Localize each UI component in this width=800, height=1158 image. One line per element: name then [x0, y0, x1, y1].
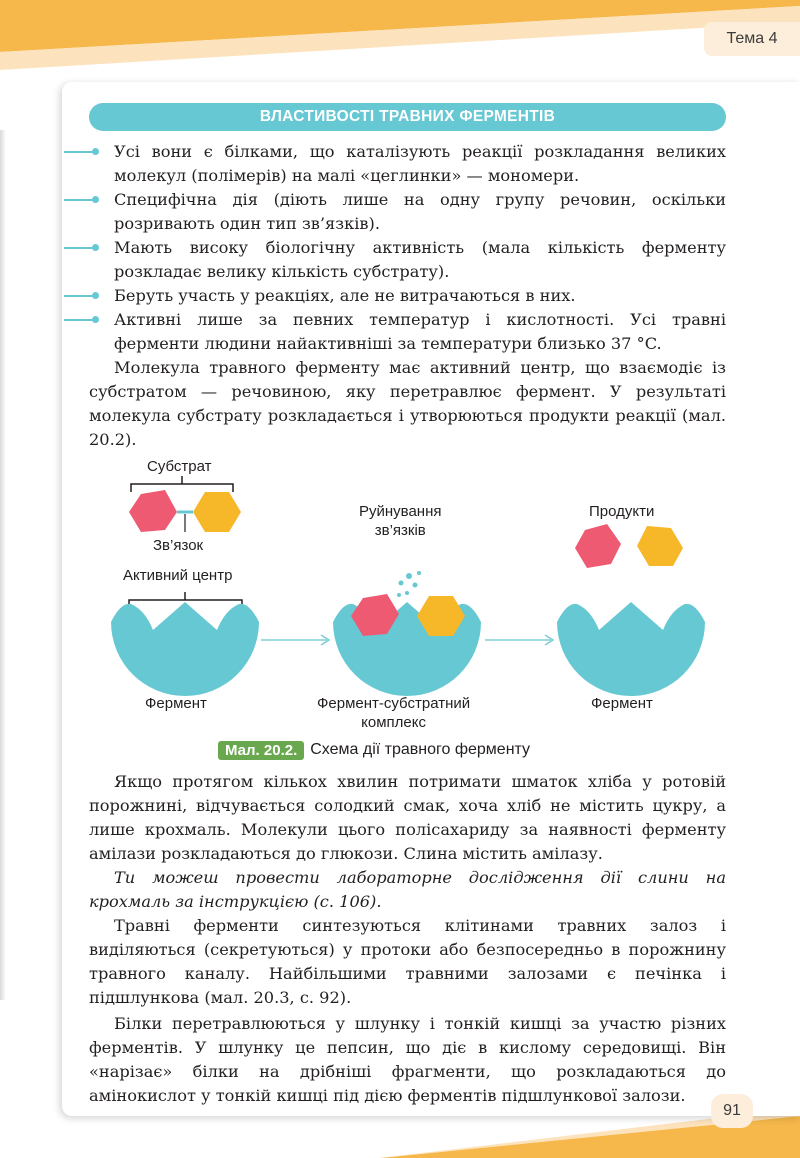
bullet-line: [64, 295, 94, 297]
substrate-bracket: [131, 484, 233, 492]
paragraph-active-center: Молекула травного ферменту має активний центр, що взаємодіє із субстратом — речовиною, яку перетравлює фермент. У результаті молекула субстрату розкладається і утворюються продукти реакції (мал. 20.2).: [89, 358, 726, 449]
list-item: [64, 284, 726, 308]
paragraph-bread-experiment: Якщо протягом кількох хвилин потримати шматок хліба у ротовій порожнині, відчувається солодкий смак, хоча хліб не містить цукру, а лише крохмаль. Молекули цього полісахариду за наявності ферменту амілази розкладаються до глюкози. Слина містить амілазу.: [89, 772, 726, 863]
list-item-text: Усі вони є білками, що каталізують реакції розкладання великих молекул (полімерів) на малі «цеглинки» — мономери.: [114, 142, 726, 185]
list-item-text: Беруть участь у реакціях, але не витрачаються в них.: [114, 286, 576, 305]
bullet-line: [64, 151, 94, 153]
label-bond-breaking-line1: Руйнування: [359, 503, 442, 520]
list-item-text: Активні лише за певних температур і кислотності. Усі травні ферменти людини найактивніші за температури близько 37 °C.: [114, 310, 726, 353]
page-spine-shade: [0, 130, 6, 1000]
label-enzyme-right: Фермент: [591, 695, 653, 712]
label-active-center: Активний центр: [123, 567, 233, 584]
label-complex-line2: комплекс: [361, 714, 426, 731]
bullet-line: [64, 199, 94, 201]
list-item: [64, 236, 726, 284]
product-yellow-molecule: [637, 526, 683, 566]
label-bond-breaking-line2: зв’язків: [374, 522, 426, 539]
paragraph-digestive-glands: Травні ферменти синтезуються клітинами травних залоз і виділяються (секретуються) у протоки або безпосередньо в порожнину травного каналу. Найбільшими травними залозами є печінка і підшлункова (мал. 20.3, с. 92).: [89, 916, 726, 1007]
bullet-dot-icon: [92, 148, 99, 155]
yellow-molecule: [193, 492, 241, 532]
enzyme-right-shape: [557, 602, 705, 696]
figure-caption: [218, 738, 530, 762]
enzyme-left-shape: [111, 602, 259, 696]
label-substrate: Субстрат: [147, 458, 212, 475]
bullet-dot-icon: [92, 292, 99, 299]
pink-molecule: [129, 490, 177, 532]
label-products: Продукти: [589, 503, 655, 520]
paragraph-lab-instruction: Ти можеш провести лабораторне дослідження дії слини на крохмаль за інструкцією (с. 106).: [89, 868, 726, 911]
product-pink-molecule: [575, 524, 621, 568]
list-item-text: Специфічна дія (діють лише на одну групу речовин, оскільки розривають один тип зв’язків).: [114, 190, 726, 233]
top-decor-band: [0, 0, 800, 90]
label-complex: [317, 694, 470, 732]
figure-caption-tag: Мал. 20.2.: [218, 741, 304, 760]
section-title: ВЛАСТИВОСТІ ТРАВНИХ ФЕРМЕНТІВ: [89, 103, 726, 131]
label-bond: Зв’язок: [153, 537, 204, 554]
properties-list: [64, 140, 726, 356]
label-complex-line1: Фермент-субстратний: [317, 695, 471, 712]
list-item: [64, 308, 726, 356]
bullet-dot-icon: [92, 196, 99, 203]
list-item-text: Мають високу біологічну активність (мала кількість ферменту розкладає велику кількість субстрату).: [114, 238, 726, 281]
bullet-line: [64, 319, 94, 321]
topic-tab: Тема 4: [704, 22, 800, 56]
bond-particles: [397, 571, 421, 597]
bullet-line: [64, 247, 94, 249]
label-enzyme-left: Фермент: [145, 695, 207, 712]
bullet-dot-icon: [92, 316, 99, 323]
paragraph-protein-digestion: Білки перетравлюються у шлунку і тонкій кишці за участю різних ферментів. У шлунку це пепсин, що діє в кислому середовищі. Він «нарізає» білки на дрібніші фрагменти, що розкладаються до амінокислот у тонкій кишці під дією ферментів підшлункової залози.: [89, 1014, 726, 1105]
list-item: [64, 140, 726, 188]
bullet-dot-icon: [92, 244, 99, 251]
figure-caption-text: Схема дії травного ферменту: [310, 741, 531, 758]
page-number: 91: [711, 1094, 753, 1128]
list-item: [64, 188, 726, 236]
enzyme-action-figure: [89, 452, 729, 742]
label-bond-breaking: [359, 502, 442, 540]
